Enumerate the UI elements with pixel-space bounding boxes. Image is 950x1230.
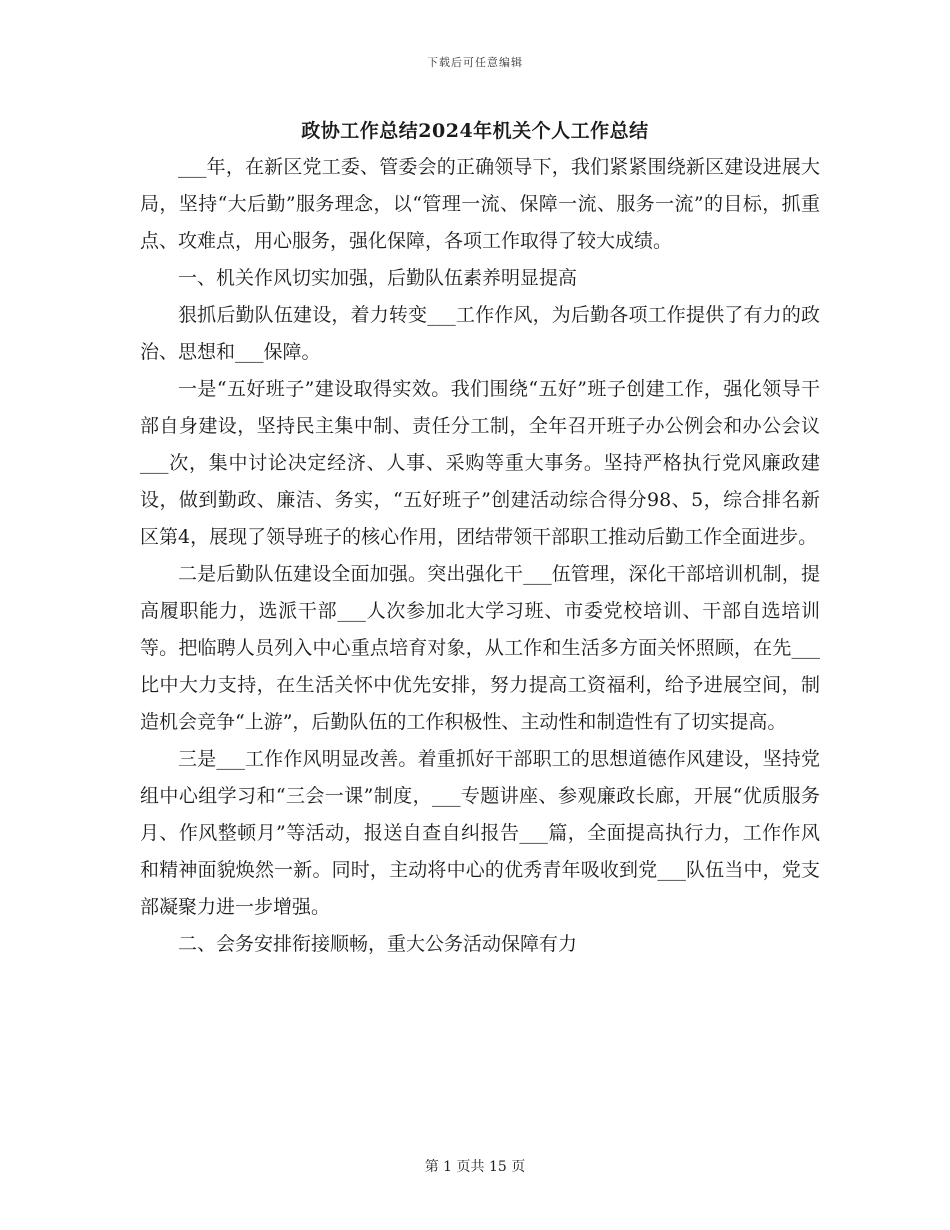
paragraph-intro: ___年，在新区党工委、管委会的正确领导下，我们紧紧围绕新区建设进展大局，坚持“大后勤”服务理念，以“管理一流、保障一流、服务一流”的目标，抓重点、攻难点，用心服务，强化保障，各项工作取得了较大成绩。 <box>140 156 820 252</box>
section-heading-1: 一、机关作风切实加强，后勤队伍素养明显提高 <box>178 267 578 289</box>
paragraph: 三是___工作作风明显改善。着重抓好干部职工的思想道德作风建设，坚持党组中心组学习和“三会一课”制度，___专题讲座、参观廉政长廊，开展“优质服务月、作风整顿月”等活动，报送自查自纠报告___篇，全面提高执行力，工作作风和精神面貌焕然一新。同时，主动将中心的优秀青年吸收到党___队伍当中，党支部凝聚力进一步增强。 <box>140 748 820 918</box>
page-footer: 第 1 页共 15 页 <box>424 1159 526 1175</box>
page-header-note: 下载后可任意编辑 <box>427 56 523 69</box>
paragraph: 狠抓后勤队伍建设，着力转变___工作作风，为后勤各项工作提供了有力的政治、思想和___保障。 <box>140 304 820 363</box>
paragraph: 二是后勤队伍建设全面加强。突出强化干___伍管理，深化干部培训机制，提高履职能力，选派干部___人次参加北大学习班、市委党校培训、干部自选培训等。把临聘人员列入中心重点培育对象，从工作和生活多方面关怀照顾，在先___比中大力支持，在生活关怀中优先安排，努力提高工资福利，给予进展空间，制造机会竞争“上游”，后勤队伍的工作积极性、主动性和制造性有了切实提高。 <box>140 563 820 733</box>
document-title: 政协工作总结2024年机关个人工作总结 <box>301 120 649 142</box>
document-body <box>140 149 820 963</box>
section-heading-2: 二、会务安排衔接顺畅，重大公务活动保障有力 <box>178 933 578 955</box>
paragraph: 一是“五好班子”建设取得实效。我们围绕“五好”班子创建工作，强化领导干部自身建设，坚持民主集中制、责任分工制，全年召开班子办公例会和办公会议___次，集中讨论决定经济、人事、采购等重大事务。坚持严格执行党风廉政建设，做到勤政、廉洁、务实，“五好班子”创建活动综合得分98、5，综合排名新区第4，展现了领导班子的核心作用，团结带领干部职工推动后勤工作全面进步。 <box>140 378 820 548</box>
